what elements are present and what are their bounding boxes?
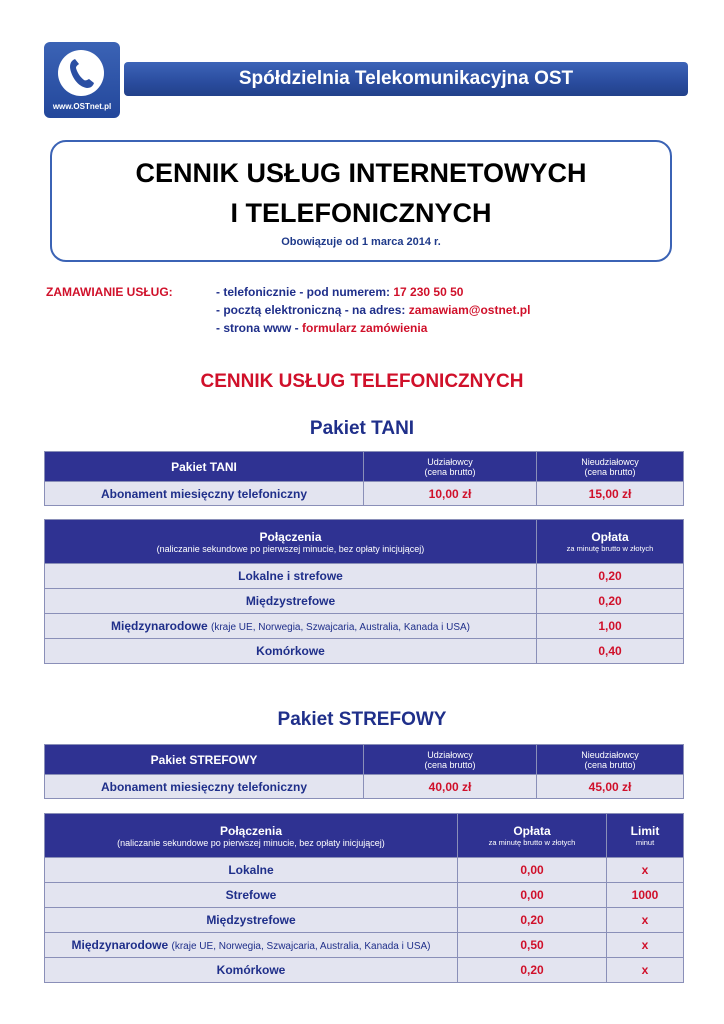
- table-header-row: [45, 814, 684, 858]
- subscription-label: Abonament miesięczny telefoniczny: [45, 482, 364, 506]
- call-limit: x: [607, 958, 684, 983]
- call-fee: 0,00: [458, 883, 607, 908]
- subscription-label: Abonament miesięczny telefoniczny: [45, 775, 364, 799]
- call-type: Komórkowe: [45, 958, 458, 983]
- call-fee: 0,00: [458, 858, 607, 883]
- table-header-row: [45, 452, 684, 482]
- section-title: CENNIK USŁUG TELEFONICZNYCH: [200, 371, 524, 392]
- call-limit: x: [607, 908, 684, 933]
- ordering-label: ZAMAWIANIE USŁUG:: [46, 285, 173, 299]
- phone-icon: [58, 50, 104, 96]
- company-name: Spółdzielnia Telekomunikacyjna OST: [238, 68, 574, 89]
- ordering-phone: [216, 285, 463, 299]
- call-type: Międzystrefowe: [45, 908, 458, 933]
- calls-header: Połączenia (naliczanie sekundowe po pierwszej minucie, bez opłaty inicjującej): [45, 520, 537, 564]
- call-limit: x: [607, 858, 684, 883]
- call-fee: 0,40: [537, 639, 684, 664]
- nonmembers-header: Nieudziałowcy (cena brutto): [537, 745, 684, 775]
- nonmembers-header: Nieudziałowcy (cena brutto): [537, 452, 684, 482]
- table-row: [45, 589, 684, 614]
- order-form-link[interactable]: formularz zamówienia: [302, 321, 428, 335]
- phone-number-link[interactable]: 17 230 50 50: [393, 285, 464, 299]
- price-nonmembers: 15,00 zł: [537, 482, 684, 506]
- package-heading-tani: Pakiet TANI: [309, 418, 415, 439]
- package-heading-strefowy: Pakiet STREFOWY: [277, 709, 447, 730]
- call-limit: 1000: [607, 883, 684, 908]
- table-row: [45, 639, 684, 664]
- fee-header: Opłata za minutę brutto w złotych: [458, 814, 607, 858]
- fee-header: Opłata za minutę brutto w złotych: [537, 520, 684, 564]
- members-header: Udziałowcy (cena brutto): [364, 452, 537, 482]
- table-header-row: [45, 745, 684, 775]
- price-members: 10,00 zł: [364, 482, 537, 506]
- ordering-email: [216, 303, 530, 317]
- call-fee: 0,20: [537, 589, 684, 614]
- subscription-table-tani: [44, 451, 684, 506]
- call-type: Komórkowe: [45, 639, 537, 664]
- table-row: [45, 883, 684, 908]
- call-fee: 1,00: [537, 614, 684, 639]
- table-row: [45, 908, 684, 933]
- call-fee: 0,20: [537, 564, 684, 589]
- table-row: [45, 775, 684, 799]
- ordering-www-prefix: - strona www -: [216, 321, 303, 335]
- package-name-cell: Pakiet TANI: [45, 452, 364, 482]
- call-type: Międzystrefowe: [45, 589, 537, 614]
- table-row: [45, 564, 684, 589]
- ordering-email-prefix: - pocztą elektroniczną - na adres:: [216, 303, 409, 317]
- call-fee: 0,20: [458, 908, 607, 933]
- page-title-line1: CENNIK USŁUG INTERNETOWYCH: [135, 158, 587, 188]
- calls-table-strefowy: [44, 813, 684, 983]
- table-row: [45, 482, 684, 506]
- ordering-phone-prefix: - telefonicznie - pod numerem:: [216, 285, 394, 299]
- call-type: Międzynarodowe (kraje UE, Norwegia, Szwajcaria, Australia, Kanada i USA): [45, 933, 458, 958]
- price-members: 40,00 zł: [364, 775, 537, 799]
- call-limit: x: [607, 933, 684, 958]
- call-type: Międzynarodowe (kraje UE, Norwegia, Szwajcaria, Australia, Kanada i USA): [45, 614, 537, 639]
- email-link[interactable]: zamawiam@ostnet.pl: [408, 303, 531, 317]
- valid-from-date: Obowiązuje od 1 marca 2014 r.: [281, 236, 441, 248]
- call-fee: 0,20: [458, 958, 607, 983]
- call-type: Lokalne: [45, 858, 458, 883]
- table-row: [45, 958, 684, 983]
- call-fee: 0,50: [458, 933, 607, 958]
- call-type: Lokalne i strefowe: [45, 564, 537, 589]
- title-box: [50, 140, 672, 262]
- members-header: Udziałowcy (cena brutto): [364, 745, 537, 775]
- page-title-line2: I TELEFONICZNYCH: [230, 198, 492, 228]
- table-row: [45, 614, 684, 639]
- company-logo: [44, 42, 120, 118]
- calls-header: Połączenia (naliczanie sekundowe po pierwszej minucie, bez opłaty inicjującej): [45, 814, 458, 858]
- table-header-row: [45, 520, 684, 564]
- limit-header: Limit minut: [607, 814, 684, 858]
- table-row: [45, 933, 684, 958]
- ordering-www: [216, 321, 427, 335]
- calls-table-tani: [44, 519, 684, 664]
- price-nonmembers: 45,00 zł: [537, 775, 684, 799]
- subscription-table-strefowy: [44, 744, 684, 799]
- package-name-cell: Pakiet STREFOWY: [45, 745, 364, 775]
- call-type: Strefowe: [45, 883, 458, 908]
- header-banner: [124, 62, 688, 96]
- table-row: [45, 858, 684, 883]
- logo-url-text: www.OSTnet.pl: [52, 102, 112, 111]
